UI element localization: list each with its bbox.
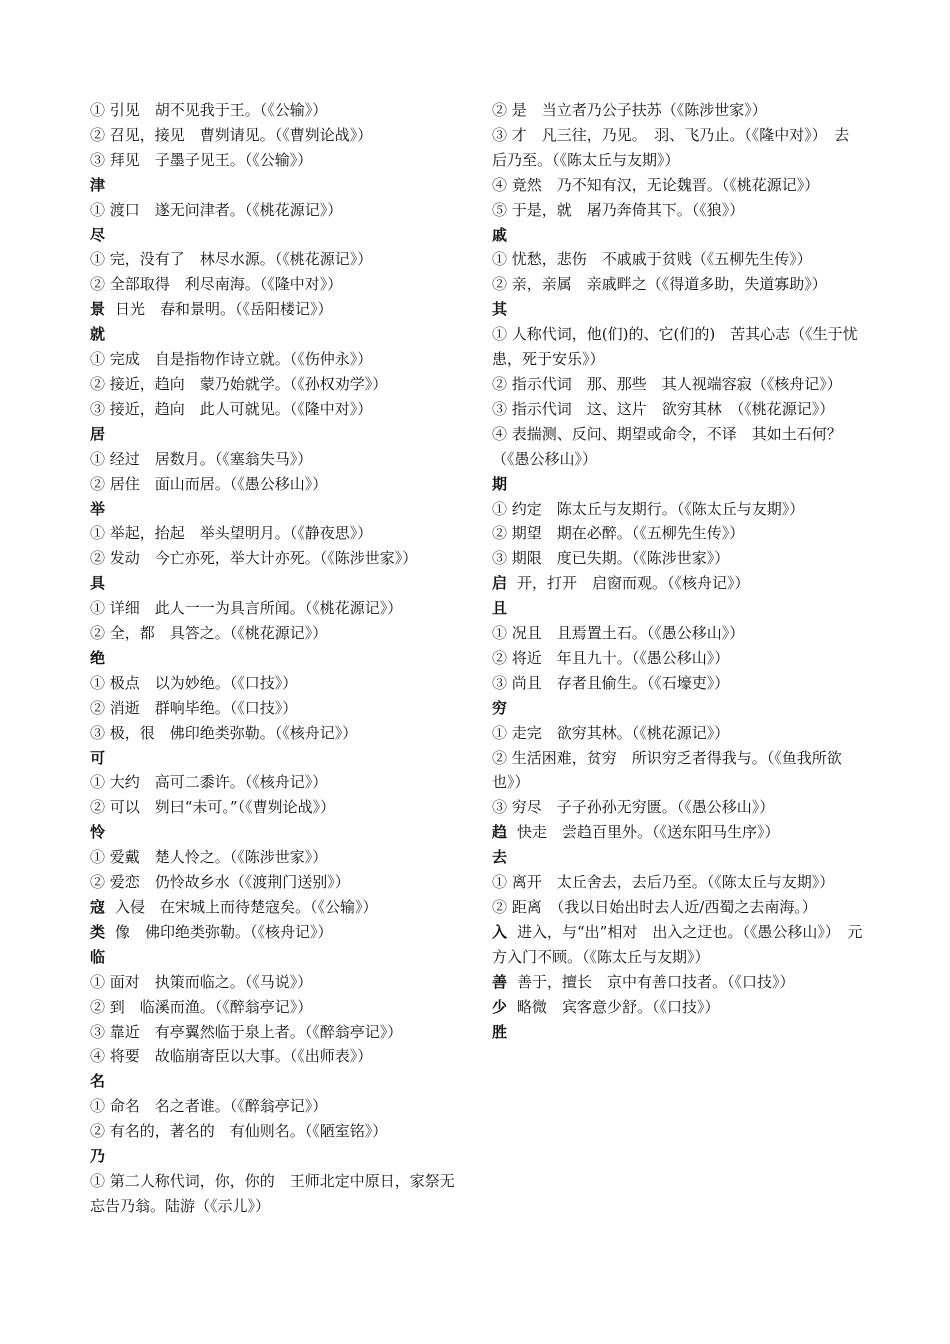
definition-line: ① 极点 以为妙绝。（《口技》）: [90, 673, 298, 692]
headword-entry: [90, 895, 462, 920]
headword-entry: [492, 970, 864, 995]
definition-line: ③ 尚且 存者且偷生。（《石壕吏》）: [492, 673, 730, 692]
definition-line: ③ 极，很 佛印绝类弥勒。（《核舟记》）: [90, 723, 358, 742]
definition-line: ① 人称代词，他(们)的、它(们的) 苦其心志（《生于忧患，死于安乐》）: [492, 325, 858, 369]
definition-line: ① 离开 太丘舍去，去后乃至。（《陈太丘与友期》）: [492, 873, 835, 892]
headword-entry: [90, 920, 462, 945]
definition-line: ① 忧愁，悲伤 不戚戚于贫贱（《五柳先生传》）: [492, 250, 812, 269]
definition-line: ② 爱恋 仍怜故乡水（《渡荆门送别》）: [90, 873, 350, 892]
headword: 居: [90, 424, 106, 443]
headword-entry: [492, 920, 864, 970]
headword: 去: [492, 848, 508, 867]
left-column: [90, 98, 462, 1219]
definition-line: ④ 表揣测、反问、期望或命令，不译 其如土石何？（《愚公移山》）: [492, 424, 842, 468]
headword: 津: [90, 175, 106, 194]
definition-line: ② 亲，亲属 亲戚畔之（《得道多助，失道寡助》）: [492, 275, 827, 294]
definition-line: ② 全部取得 利尽南海。（《隆中对》）: [90, 275, 343, 294]
headword: 景: [90, 300, 106, 319]
headword: 就: [90, 325, 106, 344]
headword: 乃: [90, 1147, 106, 1166]
headword: 尽: [90, 225, 106, 244]
headword: 启: [492, 574, 508, 593]
definition-line: ① 况且 且焉置土石。（《愚公移山》）: [492, 624, 745, 643]
definition-line: ① 约定 陈太丘与友期行。（《陈太丘与友期》）: [492, 499, 805, 518]
definition-line: ① 走完 欲穷其林。（《桃花源记》）: [492, 723, 730, 742]
definition-line: ④ 竟然 乃不知有汉，无论魏晋。（《桃花源记》）: [492, 175, 820, 194]
headword: 趋: [492, 823, 508, 842]
definition-line: ① 第二人称代词，你，你的 王师北定中原日，家祭无忘告乃翁。陆游（《示儿》）: [90, 1171, 455, 1215]
definition-text: 略微 宾客意少舒。（《口技》）: [517, 997, 720, 1016]
definition-line: ④ 将要 故临崩寄臣以大事。（《出师表》）: [90, 1047, 373, 1066]
definition-line: ① 完成 自是指物作诗立就。（《伤仲永》）: [90, 350, 373, 369]
headword: 少: [492, 997, 508, 1016]
definition-line: ⑤ 于是，就 屠乃奔倚其下。（《狼》）: [492, 200, 745, 219]
headword: 具: [90, 574, 106, 593]
headword: 举: [90, 499, 106, 518]
headword: 寇: [90, 898, 106, 916]
definition-text: 进入，与“出”相对 出入之迂也。（《愚公移山》） 元方入门不顾。（《陈太丘与友期》）: [492, 922, 863, 966]
definition-line: ② 消逝 群响毕绝。（《口技》）: [90, 698, 298, 717]
headword-entry: [492, 995, 864, 1020]
headword: 怜: [90, 823, 106, 842]
headword: 且: [492, 599, 508, 618]
definition-line: ② 距离 （我以日始出时去人近/西蜀之去南海。）: [492, 898, 817, 916]
definition-line: ① 爱戴 楚人怜之。（《陈涉世家》）: [90, 848, 328, 867]
headword: 穷: [492, 698, 508, 717]
definition-line: ② 指示代词 那、那些 其人视端容寂（《核舟记》）: [492, 374, 842, 393]
definition-line: ① 大约 高可二黍许。（《核舟记》）: [90, 773, 328, 792]
definition-line: ① 命名 名之者谁。（《醉翁亭记》）: [90, 1097, 328, 1116]
headword-entry: [492, 820, 864, 845]
definition-line: ① 面对 执策而临之。（《马说》）: [90, 972, 313, 991]
definition-text: 日光 春和景明。（《岳阳楼记》）: [115, 300, 333, 319]
definition-text: 开，打开 启窗而观。（《核舟记》）: [517, 574, 750, 593]
definition-line: ③ 指示代词 这、这片 欲穷其林 （《桃花源记》）: [492, 399, 835, 418]
definition-line: ① 举起，抬起 举头望明月。（《静夜思》）: [90, 524, 373, 543]
headword: 胜: [492, 1022, 508, 1041]
headword: 其: [492, 300, 508, 319]
definition-line: ② 发动 今亡亦死，举大计亦死。（《陈涉世家》）: [90, 549, 418, 568]
headword-entry: [90, 297, 462, 322]
definition-line: ① 经过 居数月。（《塞翁失马》）: [90, 449, 313, 468]
headword: 善: [492, 972, 508, 991]
headword-entry: [492, 571, 864, 596]
definition-line: ③ 接近，趋向 此人可就见。（《隆中对》）: [90, 399, 373, 418]
definition-line: ① 渡口 遂无问津者。（《桃花源记》）: [90, 200, 343, 219]
headword: 戚: [492, 225, 508, 244]
definition-line: ③ 靠近 有亭翼然临于泉上者。（《醉翁亭记》）: [90, 1022, 403, 1041]
definition-text: 善于，擅长 京中有善口技者。（《口技》）: [517, 972, 795, 991]
headword: 名: [90, 1072, 106, 1091]
headword: 类: [90, 922, 106, 941]
right-column: [492, 98, 864, 1044]
definition-line: ① 引见 胡不见我于王。（《公输》）: [90, 101, 328, 119]
definition-line: ② 居住 面山而居。（《愚公移山》）: [90, 474, 328, 493]
definition-line: ② 全，都 具答之。（《桃花源记》）: [90, 624, 328, 643]
definition-line: ② 是 当立者乃公子扶苏（《陈涉世家》）: [492, 101, 767, 119]
definition-text: 入侵 在宋城上而待楚寇矣。（《公输》）: [115, 898, 378, 916]
definition-line: ② 到 临溪而渔。（《醉翁亭记》）: [90, 997, 313, 1016]
definition-line: ② 生活困难，贫穷 所识穷乏者得我与。（《鱼我所欲也》）: [492, 748, 842, 792]
definition-line: ① 完，没有了 林尽水源。（《桃花源记》）: [90, 250, 373, 269]
definition-line: ③ 才 凡三往，乃见。 羽、飞乃止。（《隆中对》） 去后乃至。（《陈太丘与友期》）: [492, 125, 850, 169]
definition-text: 快走 尝趋百里外。（《送东阳马生序》）: [517, 823, 780, 842]
definition-line: ② 可以 刿曰“未可。”（《曹刿论战》）: [90, 798, 336, 817]
definition-line: ③ 期限 度已失期。（《陈涉世家》）: [492, 549, 730, 568]
headword: 入: [492, 922, 508, 941]
definition-line: ② 有名的，著名的 有仙则名。（《陋室铭》）: [90, 1122, 388, 1141]
definition-line: ② 召见，接见 曹刿请见。（《曹刿论战》）: [90, 125, 373, 144]
headword: 临: [90, 947, 106, 966]
definition-line: ② 接近，趋向 蒙乃始就学。（《孙权劝学》）: [90, 374, 388, 393]
definition-line: ② 期望 期在必醉。（《五柳先生传》）: [492, 524, 745, 543]
headword: 绝: [90, 648, 106, 667]
headword: 可: [90, 748, 106, 767]
definition-line: ③ 拜见 子墨子见王。（《公输》）: [90, 150, 313, 169]
definition-text: 像 佛印绝类弥勒。（《核舟记》）: [115, 922, 333, 941]
definition-line: ① 详细 此人一一为具言所闻。（《桃花源记》）: [90, 599, 403, 618]
definition-line: ② 将近 年且九十。（《愚公移山》）: [492, 648, 730, 667]
definition-line: ③ 穷尽 子子孙孙无穷匮。（《愚公移山》）: [492, 798, 775, 817]
headword: 期: [492, 474, 508, 493]
